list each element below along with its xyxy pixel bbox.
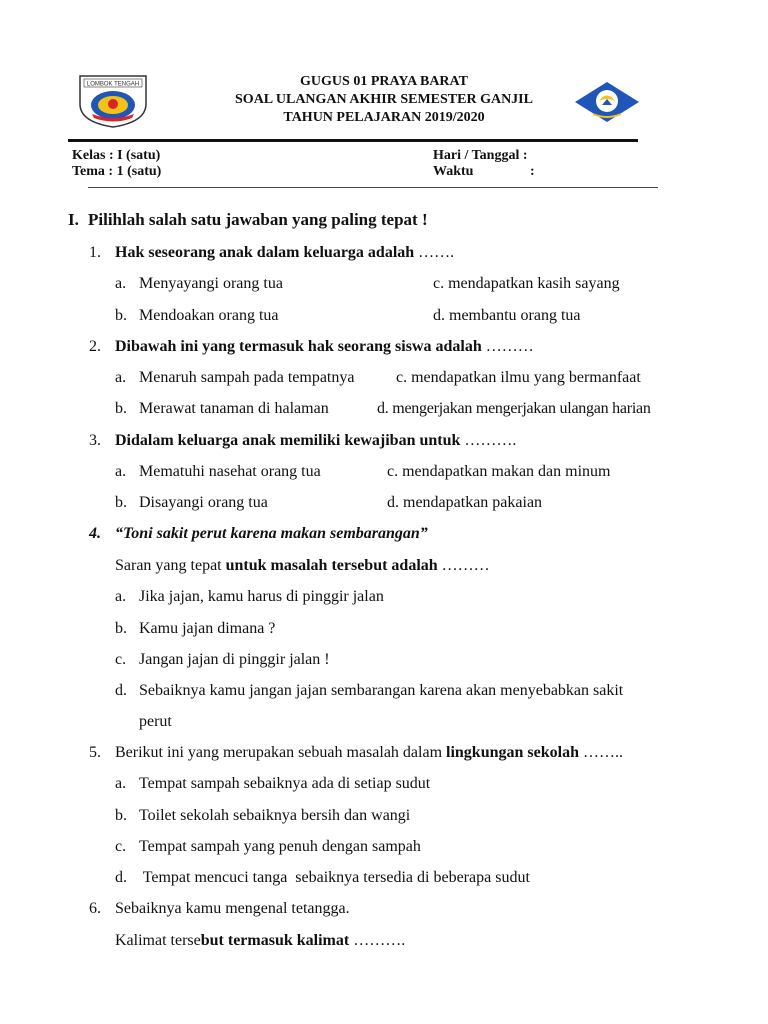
option-text: Disayangi orang tua	[139, 494, 268, 511]
question-number: 6.	[89, 900, 101, 917]
question-5	[89, 743, 623, 763]
question-bold: lingkungan sekolah	[446, 744, 579, 761]
prompt-bold: untuk masalah tersebut adalah	[225, 557, 438, 574]
q2-option-a	[115, 368, 354, 388]
hari-tanggal-field: Hari / Tanggal :	[433, 148, 528, 163]
q6-prompt	[115, 931, 405, 951]
question-number: 1.	[89, 244, 101, 261]
question-6	[89, 899, 350, 919]
section-title	[68, 210, 428, 230]
option-text: Sebaiknya kamu jangan jajan sembarangan karena akan menyebabkan sakit	[139, 682, 624, 699]
q4-option-d-cont: perut	[139, 713, 172, 730]
option-text: Tempat sampah yang penuh dengan sampah	[139, 838, 421, 855]
header-school: GUGUS 01 PRAYA BARAT	[300, 74, 468, 89]
q3-option-a	[115, 462, 321, 482]
q5-option-c	[115, 837, 421, 857]
question-quote: “Toni sakit perut karena makan sembarangan”	[115, 525, 428, 542]
question-lead: Berikut ini yang merupakan sebuah masalah dalam	[115, 744, 447, 761]
option-text: Tempat sampah sebaiknya ada di setiap sudut	[139, 775, 431, 792]
q3-option-c: c. mendapatkan makan dan minum	[387, 463, 611, 480]
q5-option-a	[115, 774, 430, 794]
option-letter: d.	[115, 869, 127, 886]
q4-prompt	[115, 556, 490, 576]
question-text: Sebaiknya kamu mengenal tetangga.	[115, 900, 350, 917]
q5-option-b	[115, 806, 410, 826]
option-text: Toilet sekolah sebaiknya bersih dan wangi	[139, 807, 411, 824]
option-text: Mematuhi nasehat orang tua	[139, 463, 321, 480]
option-text: Merawat tanaman di halaman	[139, 400, 329, 417]
question-text: Dibawah ini yang termasuk hak seorang siswa adalah	[115, 338, 482, 355]
header-exam: SOAL ULANGAN AKHIR SEMESTER GANJIL	[235, 92, 533, 107]
q3-option-d: d. mendapatkan pakaian	[387, 494, 543, 511]
q3-option-b	[115, 493, 268, 513]
question-2	[89, 337, 534, 357]
option-text: Jangan jajan di pinggir jalan !	[139, 651, 330, 668]
option-letter: c.	[115, 838, 127, 855]
q1-option-d: d. membantu orang tua	[433, 307, 581, 324]
prompt-lead: Kalimat terse	[115, 932, 201, 949]
question-number: 4.	[89, 525, 101, 542]
header-year: TAHUN PELAJARAN 2019/2020	[283, 110, 485, 125]
option-letter: b.	[115, 620, 127, 637]
option-letter: b.	[115, 807, 127, 824]
option-letter: d.	[115, 682, 127, 699]
option-text: Mendoakan orang tua	[139, 307, 279, 324]
prompt-dots: ……….	[349, 932, 406, 949]
question-dots: ……….	[460, 432, 517, 449]
question-dots: ……..	[578, 744, 623, 761]
prompt-lead: Saran yang tepat	[115, 557, 226, 574]
question-number: 3.	[89, 432, 101, 449]
q1-option-c: c. mendapatkan kasih sayang	[433, 275, 620, 292]
option-text: Jika jajan, kamu harus di pinggir jalan	[139, 588, 384, 605]
prompt-bold: but termasuk kalimat	[200, 932, 350, 949]
header-divider	[68, 139, 638, 142]
logo-text: LOMBOK TENGAH	[86, 81, 140, 88]
question-dots: …….	[414, 244, 455, 261]
q5-option-d	[115, 868, 530, 888]
option-letter: a.	[115, 463, 127, 480]
prompt-dots: ………	[437, 557, 490, 574]
option-letter: b.	[115, 400, 127, 417]
option-letter: a.	[115, 369, 127, 386]
option-letter: c.	[115, 651, 127, 668]
q2-option-d: d. mengerjakan mengerjakan ulangan harian	[377, 400, 651, 417]
q1-option-a	[115, 274, 283, 294]
question-4	[89, 524, 428, 544]
option-letter: a.	[115, 775, 127, 792]
option-text: Menaruh sampah pada tempatnya	[139, 369, 355, 386]
option-letter: b.	[115, 307, 127, 324]
option-text: Kamu jajan dimana ?	[139, 620, 276, 637]
option-letter: a.	[115, 275, 127, 292]
question-text: Didalam keluarga anak memiliki kewajiban untuk	[115, 432, 461, 449]
section-text: Pilihlah salah satu jawaban yang paling tepat !	[88, 210, 428, 229]
q2-option-b	[115, 399, 329, 419]
question-1	[89, 243, 454, 263]
section-number: I.	[68, 210, 79, 229]
question-number: 2.	[89, 338, 101, 355]
question-number: 5.	[89, 744, 101, 761]
option-letter: b.	[115, 494, 127, 511]
question-text: Hak seseorang anak dalam keluarga adalah	[115, 244, 415, 261]
q1-option-b	[115, 306, 279, 326]
q4-option-b	[115, 619, 275, 639]
option-text: Menyayangi orang tua	[139, 275, 283, 292]
question-dots: ………	[481, 338, 534, 355]
q4-option-c	[115, 650, 330, 670]
tema-field: Tema : 1 (satu)	[72, 164, 162, 179]
option-text: Tempat mencuci tanga sebaiknya tersedia di beberapa sudut	[139, 869, 530, 886]
waktu-label: Waktu	[433, 164, 474, 179]
kelas-field: Kelas : I (satu)	[72, 148, 161, 163]
option-letter: a.	[115, 588, 127, 605]
question-3	[89, 431, 516, 451]
info-divider	[88, 187, 658, 188]
q4-option-d	[115, 681, 623, 701]
q4-option-a	[115, 587, 384, 607]
q2-option-c: c. mendapatkan ilmu yang bermanfaat	[396, 369, 641, 386]
waktu-colon: :	[530, 164, 535, 179]
